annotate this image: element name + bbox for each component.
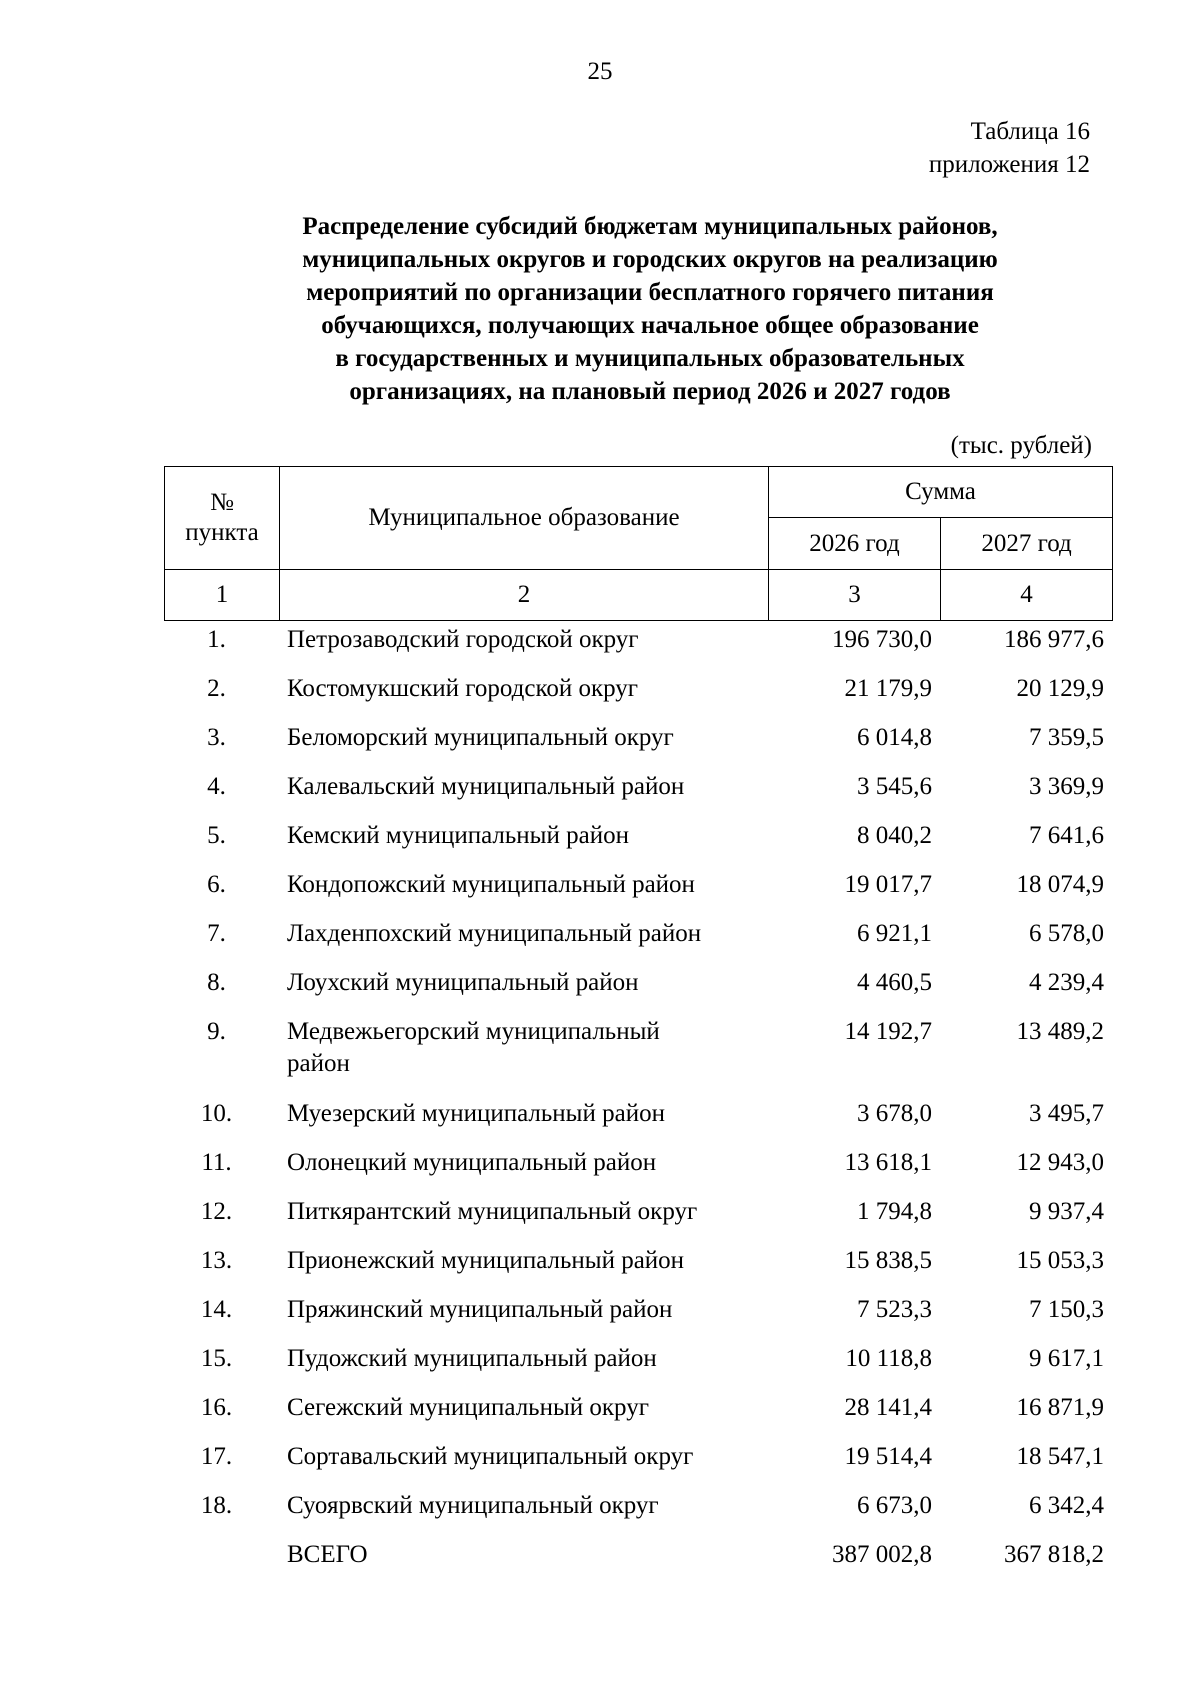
table-row <box>164 670 1112 719</box>
header-number-symbol: № <box>210 489 234 516</box>
table-row <box>164 1013 1112 1095</box>
row-municipality: Питкярантский муниципальный округ <box>287 1198 698 1225</box>
row-value-2027: 12 943,0 <box>1016 1149 1104 1176</box>
row-value-2027: 6 342,4 <box>1029 1492 1104 1519</box>
row-index: 9. <box>207 1018 226 1045</box>
column-number: 4 <box>941 570 1113 621</box>
row-value-2027: 7 359,5 <box>1029 724 1104 751</box>
total-row <box>164 1536 1112 1585</box>
table-row <box>164 1487 1112 1536</box>
row-municipality-line: район <box>287 1050 350 1077</box>
total-label: ВСЕГО <box>287 1541 368 1568</box>
table-row <box>164 768 1112 817</box>
row-value-2026: 6 673,0 <box>857 1492 932 1519</box>
row-municipality: Костомукшский городской округ <box>287 675 639 702</box>
row-index: 11. <box>201 1149 232 1176</box>
header-year-2026: 2026 год <box>769 518 941 570</box>
row-value-2026: 19 017,7 <box>844 871 932 898</box>
row-index: 10. <box>200 1100 233 1127</box>
row-value-2026: 8 040,2 <box>857 822 932 849</box>
row-municipality: Пряжинский муниципальный район <box>287 1296 673 1323</box>
row-value-2026: 6 921,1 <box>857 920 932 947</box>
row-index: 15. <box>200 1345 233 1372</box>
table-row <box>164 1340 1112 1389</box>
row-value-2026: 19 514,4 <box>844 1443 932 1470</box>
table-row <box>164 1291 1112 1340</box>
row-index: 2. <box>207 675 226 702</box>
row-municipality: Сортавальский муниципальный округ <box>287 1443 694 1470</box>
table-row <box>164 621 1112 670</box>
total-index <box>164 1536 279 1585</box>
row-value-2026: 3 678,0 <box>857 1100 932 1127</box>
header-number <box>165 467 280 570</box>
row-index: 5. <box>207 822 226 849</box>
row-municipality: Суоярвский муниципальный округ <box>287 1492 659 1519</box>
row-municipality: Петрозаводский городской округ <box>287 626 639 653</box>
table-reference-line2: приложения 12 <box>928 151 1090 178</box>
row-index: 1. <box>207 626 226 653</box>
row-index: 3. <box>207 724 226 751</box>
row-index: 6. <box>207 871 226 898</box>
row-value-2026: 10 118,8 <box>845 1345 932 1372</box>
row-value-2026: 7 523,3 <box>857 1296 932 1323</box>
row-municipality <box>279 1013 768 1095</box>
row-value-2027: 4 239,4 <box>1029 969 1104 996</box>
title-line: Распределение субсидий бюджетам муниципальных районов, <box>302 213 998 240</box>
title-line: обучающихся, получающих начальное общее образование <box>321 312 979 339</box>
row-municipality: Беломорский муниципальный округ <box>287 724 674 751</box>
row-municipality: Прионежский муниципальный район <box>287 1247 685 1274</box>
row-index: 12. <box>200 1198 233 1225</box>
title-line: муниципальных округов и городских округов на реализацию <box>302 246 998 273</box>
row-value-2027: 3 495,7 <box>1029 1100 1104 1127</box>
row-index: 18. <box>200 1492 233 1519</box>
table-row <box>164 1389 1112 1438</box>
table-row <box>164 1438 1112 1487</box>
total-value-2026: 387 002,8 <box>832 1541 932 1568</box>
column-number: 1 <box>165 570 280 621</box>
row-value-2027: 7 150,3 <box>1029 1296 1104 1323</box>
table-row <box>164 1242 1112 1291</box>
row-value-2027: 18 547,1 <box>1016 1443 1104 1470</box>
row-index: 17. <box>200 1443 233 1470</box>
row-value-2027: 20 129,9 <box>1016 675 1104 702</box>
row-value-2027: 186 977,6 <box>1004 626 1104 653</box>
header-number-word: пункта <box>185 519 259 546</box>
table-row <box>164 915 1112 964</box>
row-municipality: Кондопожский муниципальный район <box>287 871 695 898</box>
row-municipality: Сегежский муниципальный округ <box>287 1394 649 1421</box>
row-index: 14. <box>200 1296 233 1323</box>
table-row <box>164 719 1112 768</box>
table-header <box>164 466 1113 621</box>
table-row <box>164 866 1112 915</box>
row-value-2027: 9 617,1 <box>1029 1345 1104 1372</box>
row-value-2027: 18 074,9 <box>1016 871 1104 898</box>
title-line: в государственных и муниципальных образовательных <box>335 345 965 372</box>
row-value-2027: 9 937,4 <box>1029 1198 1104 1225</box>
row-value-2027: 13 489,2 <box>1016 1018 1104 1045</box>
document-title <box>200 210 1100 408</box>
title-line: организациях, на плановый период 2026 и 2027 годов <box>349 378 951 405</box>
row-municipality: Муезерский муниципальный район <box>287 1100 665 1127</box>
row-index: 8. <box>207 969 226 996</box>
row-value-2027: 6 578,0 <box>1029 920 1104 947</box>
row-value-2026: 21 179,9 <box>844 675 932 702</box>
row-municipality-line: Медвежьегорский муниципальный <box>287 1018 660 1045</box>
row-value-2026: 6 014,8 <box>857 724 932 751</box>
row-value-2026: 28 141,4 <box>844 1394 932 1421</box>
row-value-2026: 196 730,0 <box>832 626 932 653</box>
row-value-2026: 3 545,6 <box>857 773 932 800</box>
table-row <box>164 1095 1112 1144</box>
title-line: мероприятий по организации бесплатного горячего питания <box>306 279 994 306</box>
row-value-2027: 7 641,6 <box>1029 822 1104 849</box>
data-table <box>164 621 1112 1585</box>
total-value-2027: 367 818,2 <box>1004 1541 1104 1568</box>
table-row <box>164 1144 1112 1193</box>
row-value-2026: 4 460,5 <box>857 969 932 996</box>
row-value-2026: 15 838,5 <box>844 1247 932 1274</box>
table-row <box>164 964 1112 1013</box>
table-row <box>164 1193 1112 1242</box>
row-value-2027: 16 871,9 <box>1016 1394 1104 1421</box>
units-label: (тыс. рублей) <box>950 432 1092 459</box>
table-row <box>164 817 1112 866</box>
row-municipality: Кемский муниципальный район <box>287 822 629 849</box>
row-index: 16. <box>200 1394 233 1421</box>
header-year-2027: 2027 год <box>941 518 1113 570</box>
row-index: 7. <box>207 920 226 947</box>
row-index: 4. <box>207 773 226 800</box>
row-value-2026: 1 794,8 <box>857 1198 932 1225</box>
row-municipality: Олонецкий муниципальный район <box>287 1149 657 1176</box>
row-value-2027: 15 053,3 <box>1016 1247 1104 1274</box>
row-municipality: Пудожский муниципальный район <box>287 1345 657 1372</box>
header-municipality: Муниципальное образование <box>280 467 769 570</box>
row-index: 13. <box>200 1247 233 1274</box>
table-reference-line1: Таблица 16 <box>970 118 1090 145</box>
column-number: 3 <box>769 570 941 621</box>
row-value-2026: 14 192,7 <box>844 1018 932 1045</box>
header-sum: Сумма <box>769 467 1113 518</box>
row-municipality: Лоухский муниципальный район <box>287 969 639 996</box>
row-municipality: Калевальский муниципальный район <box>287 773 685 800</box>
row-value-2026: 13 618,1 <box>844 1149 932 1176</box>
table-reference <box>929 115 1090 181</box>
row-municipality: Лахденпохский муниципальный район <box>287 920 702 947</box>
column-number: 2 <box>280 570 769 621</box>
page-number: 25 <box>587 58 613 85</box>
row-value-2027: 3 369,9 <box>1029 773 1104 800</box>
